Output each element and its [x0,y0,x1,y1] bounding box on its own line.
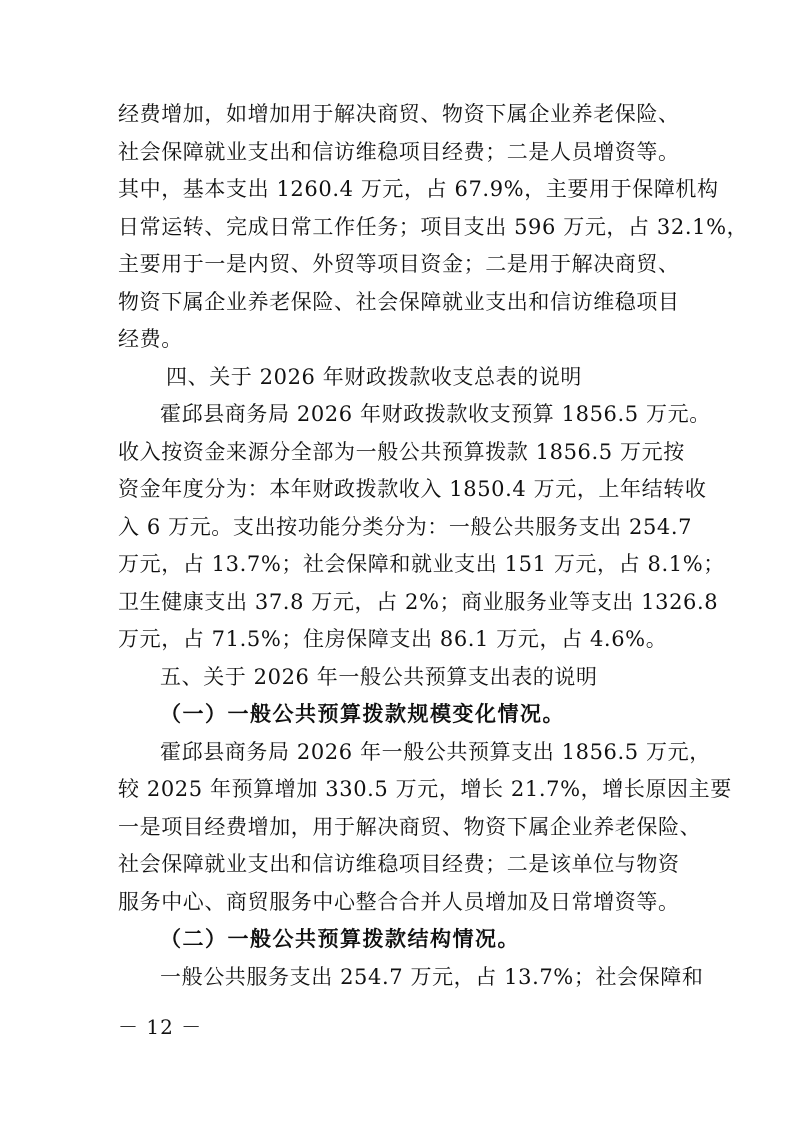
paragraph-line: 服务中心、商贸服务中心整合合并人员增加及日常增资等。 [118,889,680,914]
paragraph-line: 资金年度分为：本年财政拨款收入 1850.4 万元，上年结转收 [118,477,707,501]
paragraph-line: 较 2025 年预算增加 330.5 万元，增长 21.7%，增长原因主要 [118,777,732,801]
subsection-heading-1: （一）一般公共预算拨款规模变化情况。 [160,701,565,726]
paragraph-line: 社会保障就业支出和信访维稳项目经费；二是人员增资等。 [118,139,680,164]
paragraph-line: 经费。 [118,327,183,351]
paragraph-line: 主要用于一是内贸、外贸等项目资金；二是用于解决商贸、 [118,252,680,276]
subsection-heading-2: （二）一般公共预算拨款结构情况。 [160,926,520,951]
page-number: － 12 － [118,1015,203,1039]
paragraph-line: 收入按资金来源分全部为一般公共预算拨款 1856.5 万元按 [118,439,685,464]
paragraph-line: 霍邱县商务局 2026 年财政拨款收支预算 1856.5 万元。 [160,402,711,426]
paragraph-line: 日常运转、完成日常工作任务；项目支出 596 万元，占 32.1%， [118,214,749,239]
paragraph-line: 霍邱县商务局 2026 年一般公共预算支出 1856.5 万元， [160,739,711,764]
paragraph-line: 一是项目经费增加，用于解决商贸、物资下属企业养老保险、 [118,814,702,839]
section-heading-5: 五、关于 2026 年一般公共预算支出表的说明 [160,664,598,689]
paragraph-line: 入 6 万元。支出按功能分类分为：一般公共服务支出 254.7 [118,514,693,539]
paragraph-line: 万元，占 71.5%；住房保障支出 86.1 万元，占 4.6%。 [118,627,668,651]
section-heading-4: 四、关于 2026 年财政拨款收支总表的说明 [166,364,582,389]
paragraph-line: 万元，占 13.7%；社会保障和就业支出 151 万元，占 8.1%； [118,552,725,576]
paragraph-line: 一般公共服务支出 254.7 万元，占 13.7%；社会保障和 [160,964,704,989]
paragraph-line: 卫生健康支出 37.8 万元，占 2%；商业服务业等支出 1326.8 [118,589,719,614]
paragraph-line: 物资下属企业养老保险、社会保障就业支出和信访维稳项目 [118,289,680,314]
paragraph-line: 其中，基本支出 1260.4 万元，占 67.9%，主要用于保障机构 [118,177,719,201]
paragraph-line: 经费增加，如增加用于解决商贸、物资下属企业养老保险、 [118,102,680,126]
paragraph-line: 社会保障就业支出和信访维稳项目经费；二是该单位与物资 [118,852,680,876]
